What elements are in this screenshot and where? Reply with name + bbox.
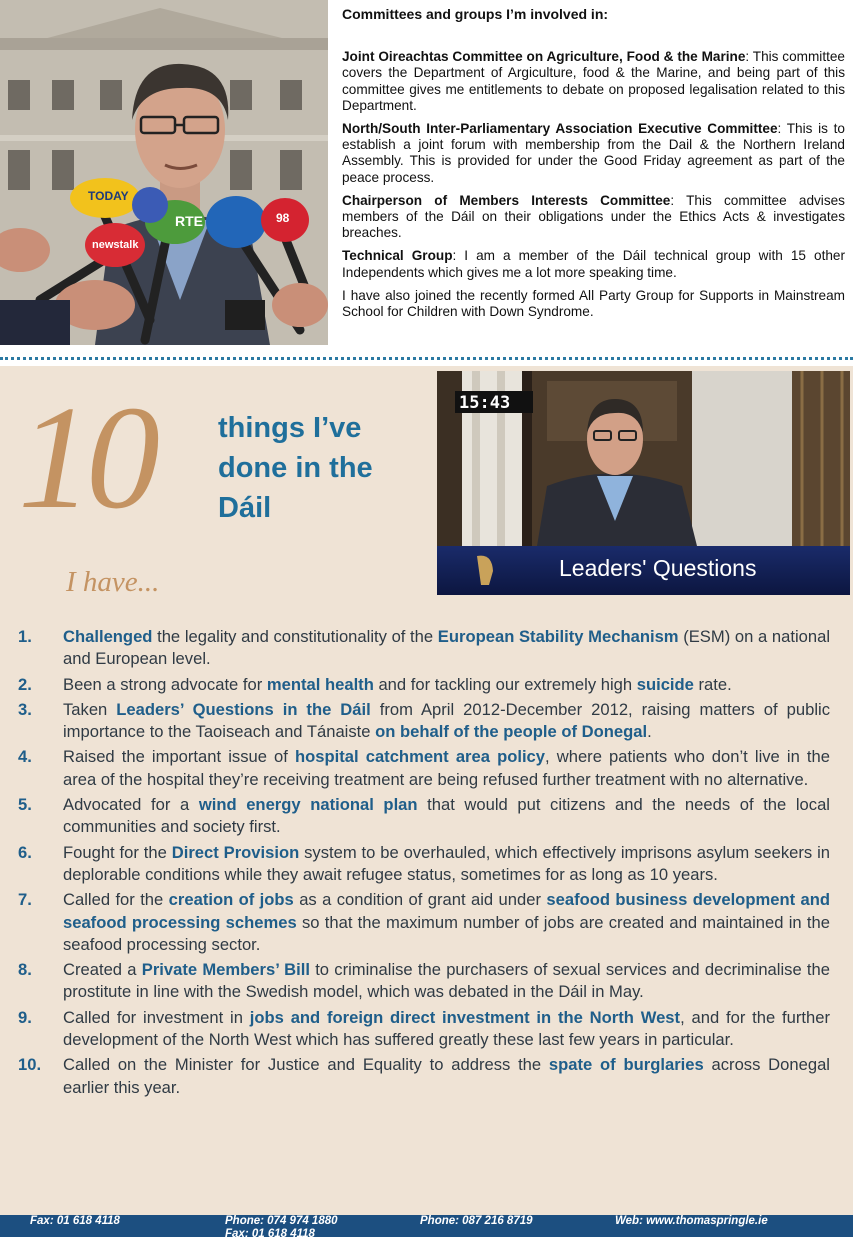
list-item-text: as a condition of grant aid under — [293, 890, 547, 910]
i-have-subhead: I have... — [66, 566, 160, 598]
mic-label-98: 98 — [276, 211, 290, 225]
committee-text: I have also joined the recently formed All Party Group for Supports in Mainstream School for Children with Down Syndrome. — [342, 287, 845, 320]
list-item-number: 5. — [18, 795, 32, 815]
committee-text: : This committee covers the Department of Argiculture, food & the Marine, and being part of this committee gives me entitlements to debate on proposed legalisation related to this Department. — [342, 49, 845, 113]
list-item-highlight: Leaders’ Questions in the Dáil — [116, 699, 371, 719]
list-item-number: 6. — [18, 842, 32, 862]
list-item — [18, 794, 830, 839]
list-item-text: Called for investment in — [63, 1007, 250, 1027]
list-item-highlight: mental health — [266, 674, 374, 694]
list-item — [18, 674, 830, 696]
committee-item — [342, 49, 845, 114]
video-still-illustration — [437, 371, 850, 595]
footer-phone-1: Phone: 074 974 1880 — [225, 1215, 338, 1227]
list-item-number: 3. — [18, 699, 32, 719]
list-item — [18, 626, 830, 671]
list-item-number: 8. — [18, 960, 32, 980]
footer-phone-mobile: Phone: 087 216 8719 — [420, 1215, 533, 1227]
list-item-text: Created a — [63, 960, 142, 980]
ten-things-list — [18, 626, 830, 1102]
dail-video-still — [437, 371, 850, 595]
committee-item — [342, 121, 845, 186]
committee-text: : This committee advises members of the Dáil on their obligations under the Ethics Acts & investigates breaches. — [342, 192, 845, 241]
mic-label-rte: RTE — [175, 213, 203, 229]
list-item-highlight: on behalf of the people of Donegal — [375, 722, 648, 742]
committee-title: Joint Oireachtas Committee on Agriculture, Food & the Marine — [342, 49, 746, 65]
committee-title: Technical Group — [342, 248, 453, 264]
committee-title: Chairperson of Members Interests Committee — [342, 192, 671, 208]
list-item-highlight: European Stability Mechanism — [437, 627, 679, 646]
list-item — [18, 959, 830, 1004]
headline-line: Dáil — [218, 492, 272, 524]
list-item-highlight: spate of burglaries — [548, 1055, 704, 1075]
big-number-ten: 10 — [18, 376, 154, 540]
list-item-text: and for tackling our extremely high — [373, 674, 637, 694]
list-item-number: 10. — [18, 1055, 42, 1075]
list-item-text: (ESM) on a national and European level. — [63, 627, 831, 669]
committees-column — [342, 6, 845, 327]
list-item-text: the legality and constitutionality of the — [152, 627, 438, 646]
committee-title: North/South Inter-Parliamentary Association Executive Committee — [342, 121, 778, 137]
list-item-highlight: Direct Provision — [171, 842, 300, 862]
list-item — [18, 889, 830, 956]
list-item-highlight: hospital catchment area policy — [295, 747, 546, 767]
list-item-text: Taken — [63, 699, 117, 719]
list-item-text: , where patients who don’t live in the area of the hospital they’re receiving treatment are being refused further treatment with no alternative. — [63, 747, 830, 789]
footer-fax: Fax: 01 618 4118 — [30, 1215, 120, 1227]
list-item-text: that would put citizens and the needs of the local communities and society first. — [63, 795, 830, 837]
feature-headline — [218, 408, 438, 528]
footer-web — [615, 1215, 768, 1228]
list-item-highlight: suicide — [636, 674, 694, 694]
list-item-text: so that the maximum number of jobs are created and maintained in the seafood processing sector. — [63, 912, 830, 954]
committee-item — [342, 288, 845, 320]
committees-heading: Committees and groups I’m involved in: — [342, 6, 609, 22]
footer-web-label: Web: — [615, 1215, 647, 1227]
headline-line: things I’ve — [218, 412, 362, 444]
list-item-text: , and for the further development of the North West which has suffered greatly these last few years in particular. — [63, 1007, 830, 1050]
committee-item — [342, 248, 845, 280]
list-item-highlight: Challenged — [63, 627, 153, 646]
list-item-number: 7. — [18, 890, 32, 910]
list-item-highlight: seafood business development and seafood processing schemes — [63, 890, 830, 932]
footer-phone-office — [225, 1215, 338, 1237]
footer-web-link[interactable]: www.thomaspringle.ie — [646, 1215, 768, 1227]
list-item-text: Fought for the — [63, 842, 172, 862]
list-item-number: 2. — [18, 674, 32, 694]
mic-label-newstalk: newstalk — [92, 239, 139, 251]
list-item-text: system to be overhauled, which effectively imprisons asylum seekers in deplorable conditions while they await refugee status, sometimes for as long as 10 years. — [63, 842, 831, 884]
list-item — [18, 1054, 830, 1099]
list-item-number: 9. — [18, 1007, 32, 1027]
committee-text: : This is to establish a joint forum with membership from the Dail & the Northern Ireland Assembly. This is provided for under the Good Friday agreement as part of the peace process. — [342, 121, 845, 185]
list-item-text: Advocated for a — [63, 795, 199, 815]
list-item-highlight: jobs and foreign direct investment in the North West — [249, 1007, 681, 1027]
list-item — [18, 699, 830, 744]
list-item-text: Called for the — [63, 890, 169, 910]
list-item-highlight: wind energy national plan — [198, 795, 418, 815]
list-item — [18, 842, 830, 887]
video-caption: Leaders' Questions — [559, 555, 757, 581]
list-item-text: from April 2012-December 2012, raising matters of public importance to the Taoiseach and Tánaiste — [63, 699, 830, 742]
headline-line: done in the — [218, 452, 373, 484]
list-item-number: 1. — [18, 627, 32, 646]
committee-text: : I am a member of the Dáil technical group with 15 other Independents which gives me a lot more speaking time. — [342, 248, 845, 280]
press-scrum-photo — [0, 0, 328, 345]
mic-label-today: TODAY — [88, 189, 129, 203]
list-item-text: Called on the Minister for Justice and Equality to address the — [63, 1055, 549, 1075]
list-item-text: . — [647, 722, 652, 742]
list-item-text: across Donegal earlier this year. — [63, 1055, 830, 1097]
press-photo-illustration — [0, 0, 328, 345]
list-item — [18, 746, 830, 791]
dotted-divider — [0, 357, 853, 360]
footer-fax-2: Fax: 01 618 4118 — [225, 1228, 315, 1237]
list-item-highlight: Private Members’ Bill — [141, 960, 310, 980]
top-section — [0, 0, 853, 355]
footer-bar — [0, 1215, 853, 1237]
committee-item — [342, 193, 845, 242]
video-timestamp: 15:43 — [459, 393, 511, 413]
list-item-highlight: creation of jobs — [168, 890, 294, 910]
list-item-number: 4. — [18, 747, 32, 767]
list-item — [18, 1007, 830, 1052]
list-item-text: Raised the important issue of — [63, 747, 295, 767]
list-item-text: Been a strong advocate for — [63, 674, 267, 694]
list-item-text: to criminalise the purchasers of sexual services and decriminalise the prostitute in line with the Swedish model, which was debated in the Dáil in May. — [63, 960, 830, 1002]
list-item-text: rate. — [693, 674, 732, 694]
